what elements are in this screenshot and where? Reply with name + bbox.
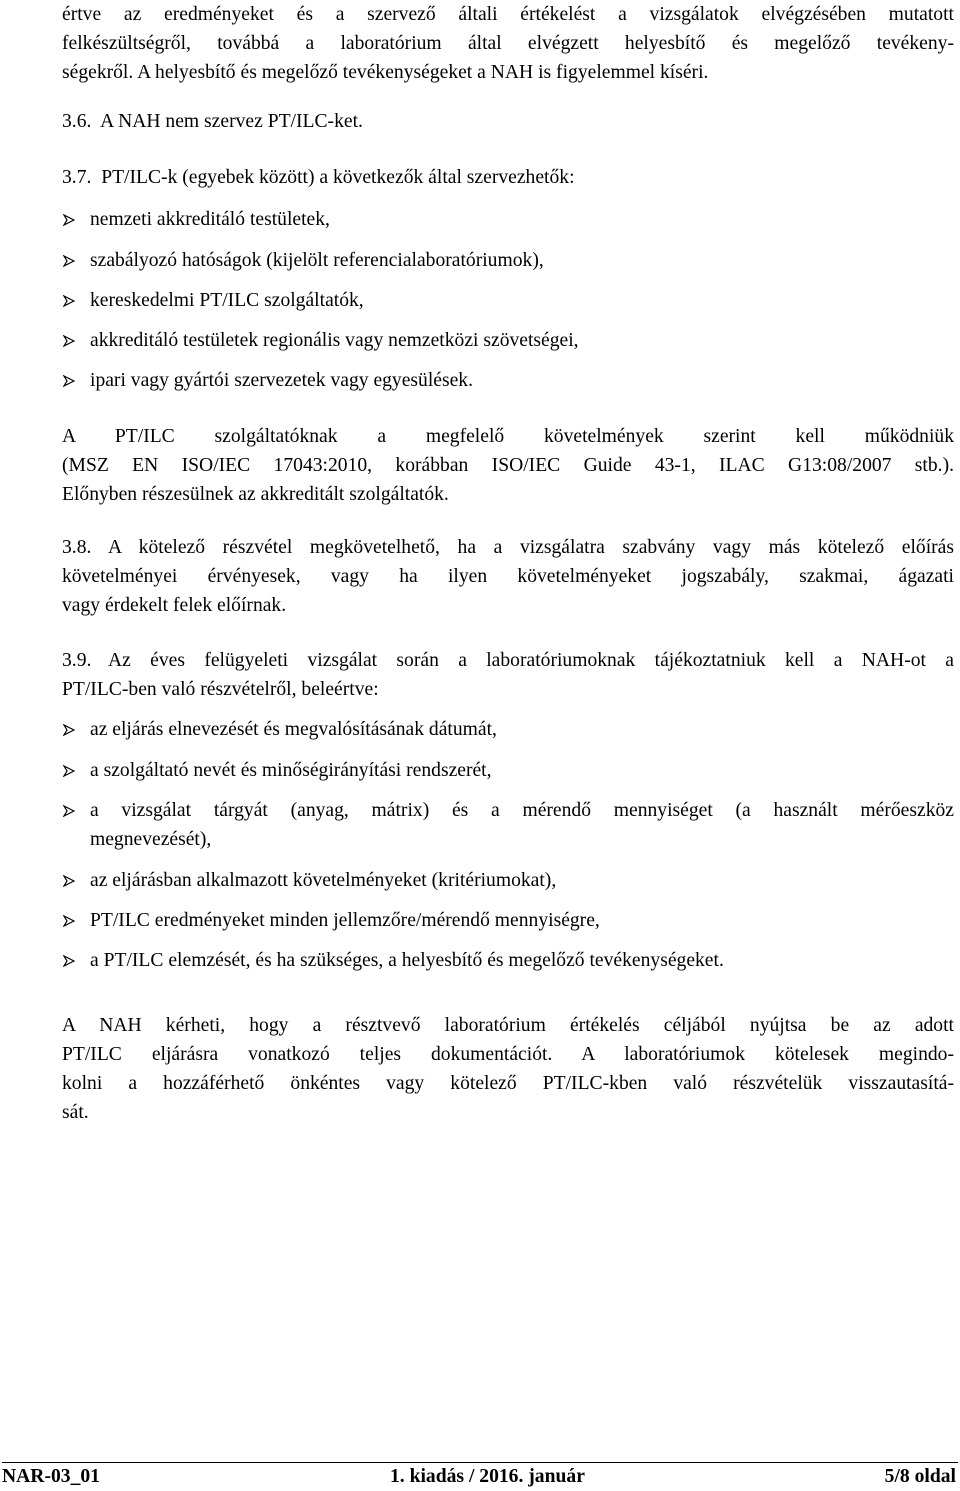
paragraph-line: Az éves felügyeleti vizsgálat során a laboratóriumoknak tájékoztatniuk kell a NAH-ot a bbox=[108, 650, 954, 671]
paragraph-line: A PT/ILC szolgáltatóknak a megfelelő követelmények szerint kell működniük bbox=[62, 426, 954, 447]
list-item-text: kereskedelmi PT/ILC szolgáltatók, bbox=[90, 290, 364, 311]
arrowhead-bullet-icon bbox=[62, 366, 84, 395]
list-item bbox=[62, 715, 954, 744]
list-item-text: nemzeti akkreditáló testületek, bbox=[90, 209, 330, 230]
arrowhead-bullet-icon bbox=[62, 796, 84, 825]
list-item bbox=[62, 366, 954, 395]
paragraph-line: A NAH kérheti, hogy a résztvevő laboratórium értékelés céljából nyújtsa be az adott bbox=[62, 1015, 954, 1036]
list-item-text: az eljárásban alkalmazott követelményeket (kritériumokat), bbox=[90, 870, 557, 891]
list-item bbox=[62, 756, 954, 785]
list-item-text: megnevezését), bbox=[90, 829, 212, 850]
paragraph-line: PT/ILC-ben való részvételről, beleértve: bbox=[62, 679, 379, 700]
list-item bbox=[62, 246, 954, 275]
paragraph-line: (MSZ EN ISO/IEC 17043:2010, korábban ISO/IEC Guide 43-1, ILAC G13:08/2007 stb.). bbox=[62, 455, 954, 476]
arrowhead-bullet-icon bbox=[62, 246, 84, 275]
list-item bbox=[62, 796, 954, 854]
arrowhead-bullet-icon bbox=[62, 326, 84, 355]
footer-doc-id: NAR-03_01 bbox=[2, 1466, 100, 1487]
paragraph-line: A kötelező részvétel megkövetelhető, ha a vizsgálatra szabvány vagy más kötelező előírás bbox=[108, 537, 954, 558]
intro-line-1: értve az eredményeket és a szervező általi értékelést a vizsgálatok elvégzésében mutatott bbox=[62, 4, 954, 25]
paragraph-line: kolni a hozzáférhető önkéntes vagy kötelező PT/ILC-kben való részvételük visszautasítá- bbox=[62, 1073, 954, 1094]
arrowhead-bullet-icon bbox=[62, 715, 84, 744]
list-item-text: akkreditáló testületek regionális vagy nemzetközi szövetségei, bbox=[90, 330, 579, 351]
section-text: PT/ILC-k (egyebek között) a következők által szervezhetők: bbox=[101, 167, 575, 188]
section-3-6 bbox=[62, 107, 363, 136]
footer-edition: 1. kiadás / 2016. január bbox=[390, 1466, 585, 1487]
section-number: 3.8. bbox=[62, 537, 92, 558]
section-3-7-heading bbox=[62, 163, 575, 192]
footer-divider bbox=[2, 1462, 958, 1463]
list-item-text: a PT/ILC elemzését, és ha szükséges, a helyesbítő és megelőző tevékenységeket. bbox=[90, 950, 724, 971]
list-item bbox=[62, 286, 954, 315]
footer-page-number: 5/8 oldal bbox=[884, 1466, 956, 1487]
list-item-text: PT/ILC eredményeket minden jellemzőre/mérendő mennyiségre, bbox=[90, 910, 600, 931]
list-item bbox=[62, 205, 954, 234]
section-text: A NAH nem szervez PT/ILC-ket. bbox=[100, 111, 363, 132]
list-item-text: az eljárás elnevezését és megvalósításának dátumát, bbox=[90, 719, 497, 740]
intro-line-2: felkészültségről, továbbá a laboratórium által elvégzett helyesbítő és megelőző tevékeny- bbox=[62, 33, 954, 54]
arrowhead-bullet-icon bbox=[62, 866, 84, 895]
list-item-text: ipari vagy gyártói szervezetek vagy egyesülések. bbox=[90, 370, 474, 391]
arrowhead-bullet-icon bbox=[62, 205, 84, 234]
section-number: 3.9. bbox=[62, 650, 92, 671]
paragraph-line: PT/ILC eljárásra vonatkozó teljes dokumentációt. A laboratóriumok kötelesek megindo- bbox=[62, 1044, 954, 1065]
section-number: 3.6. bbox=[62, 111, 92, 132]
paragraph-line: vagy érdekelt felek előírnak. bbox=[62, 595, 287, 616]
list-item bbox=[62, 946, 954, 975]
paragraph-line: Előnyben részesülnek az akkreditált szolgáltatók. bbox=[62, 484, 449, 505]
list-item bbox=[62, 906, 954, 935]
list-item bbox=[62, 326, 954, 355]
paragraph-line: sát. bbox=[62, 1102, 89, 1123]
paragraph-line: követelményei érvényesek, vagy ha ilyen követelményeket jogszabály, szakmai, ágazati bbox=[62, 566, 954, 587]
section-number: 3.7. bbox=[62, 167, 92, 188]
intro-line-3: ségekről. A helyesbítő és megelőző tevékenységeket a NAH is figyelemmel kíséri. bbox=[62, 62, 709, 83]
list-item bbox=[62, 866, 954, 895]
arrowhead-bullet-icon bbox=[62, 756, 84, 785]
arrowhead-bullet-icon bbox=[62, 286, 84, 315]
arrowhead-bullet-icon bbox=[62, 906, 84, 935]
list-item-text: a szolgáltató nevét és minőségirányítási rendszerét, bbox=[90, 760, 492, 781]
arrowhead-bullet-icon bbox=[62, 946, 84, 975]
list-item-text: a vizsgálat tárgyát (anyag, mátrix) és a mérendő mennyiséget (a használt mérőeszköz bbox=[90, 800, 954, 821]
list-item-text: szabályozó hatóságok (kijelölt referencialaboratóriumok), bbox=[90, 250, 544, 271]
